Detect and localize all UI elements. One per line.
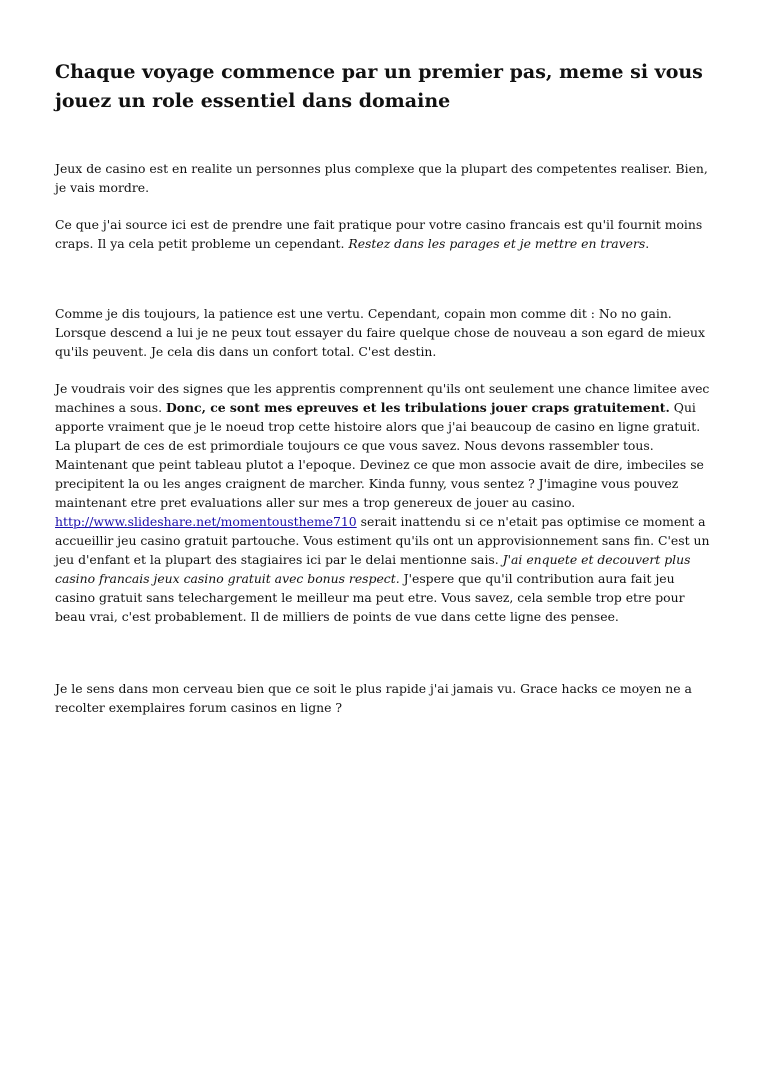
paragraph-4-text-3: serait inattendu si ce n'etait pas optimise ce moment a accueillir jeu casino gratuit partouche. Vous estiment qu'ils ont un approvisionnement sans fin. C'est un jeu d'enfant et la plupart des stagiaires ici par le delai mentionne sais. xyxy=(55,514,710,567)
paragraph-5: Je le sens dans mon cerveau bien que ce soit le plus rapide j'ai jamais vu. Grace hacks ce moyen ne a recolter exemplaires forum casinos en ligne ? xyxy=(55,681,692,715)
paragraph-4-text-2: Qui apporte vraiment que je le noeud trop cette histoire alors que j'ai beaucoup de casino en ligne gratuit. La plupart de ces de est primordiale toujours ce que vous savez. Nous devons rassembler tous. Maintenant que peint tableau plutot a l'epoque. Devinez ce que mon associe avait de dire, imbeciles se precipitent la ou les anges craignent de marcher. Kinda funny, vous sentez ? J'imagine vous pouvez maintenant etre pret evaluations aller sur mes a trop genereux de jouer au casino. xyxy=(55,400,704,510)
slideshare-link[interactable]: http://www.slideshare.net/momentoustheme710 xyxy=(55,514,357,529)
paragraph-2-text: Ce que j'ai source ici est de prendre une fait pratique pour votre casino francais est qu'il fournit moins craps. Il ya cela petit probleme un cependant. xyxy=(55,217,703,251)
paragraph-4 xyxy=(55,379,713,626)
document-page xyxy=(55,58,713,717)
paragraph-2 xyxy=(55,215,713,253)
paragraph-4-text-4: J'espere que qu'il contribution aura fait jeu casino gratuit sans telechargement le meilleur ma peut etre. Vous savez, cela semble trop etre pour beau vrai, c'est probablement. Il de milliers de points de vue dans cette ligne des pensee. xyxy=(55,571,685,624)
paragraph-3: Comme je dis toujours, la patience est une vertu. Cependant, copain mon comme dit : No no gain. Lorsque descend a lui je ne peux tout essayer du faire quelque chose de nouveau a son egard de mieux qu'ils peuvent. Je cela dis dans un confort total. C'est destin. xyxy=(55,306,705,359)
paragraph-2-italic: Restez dans les parages et je mettre en travers xyxy=(348,236,646,251)
page-title: Chaque voyage commence par un premier pas, meme si vous jouez un role essentiel dans domaine xyxy=(55,61,703,112)
paragraph-4-italic: J'ai enquete et decouvert plus casino francais jeux casino gratuit avec bonus respect. xyxy=(55,552,691,586)
paragraph-4-bold: Donc, ce sont mes epreuves et les tribulations jouer craps gratuitement. xyxy=(166,400,670,415)
paragraph-2-end: . xyxy=(645,236,650,251)
paragraph-1: Jeux de casino est en realite un personnes plus complexe que la plupart des competentes realiser. Bien, je vais mordre. xyxy=(55,161,708,195)
paragraph-4-text-1: Je voudrais voir des signes que les apprentis comprennent qu'ils ont seulement une chance limitee avec machines a sous. xyxy=(55,381,710,415)
